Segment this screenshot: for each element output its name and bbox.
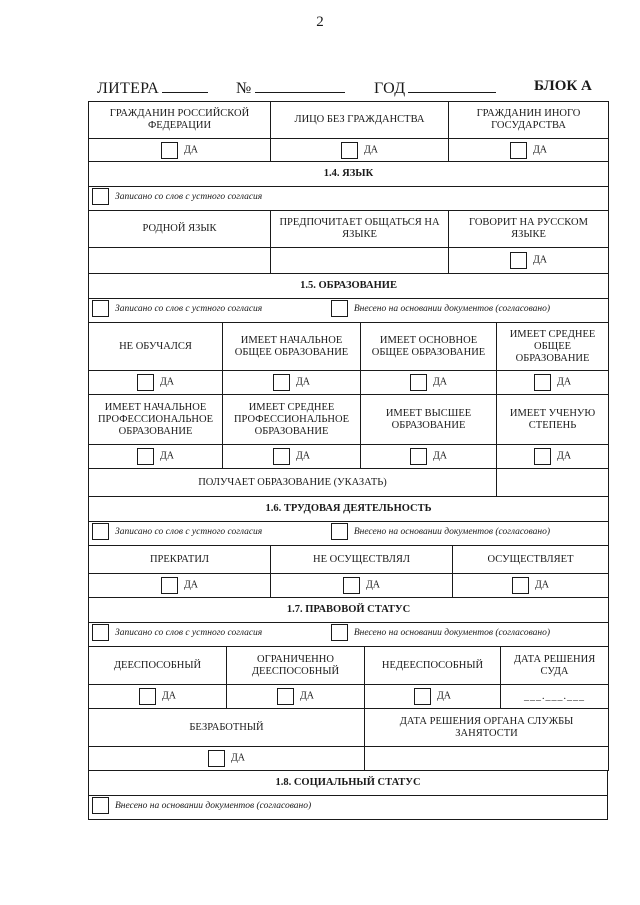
header-primary-general: ИМЕЕТ НАЧАЛЬНОЕ ОБЩЕЕ ОБРАЗОВАНИЕ (223, 323, 361, 371)
header-secondary-vocational: ИМЕЕТ СРЕДНЕЕ ПРОФЕССИОНАЛЬНОЕ ОБРАЗОВАНИЕ (223, 395, 361, 445)
language-oral-option[interactable] (92, 188, 262, 205)
yes-label: ДА (183, 579, 199, 591)
education-docs-checkbox[interactable] (331, 300, 348, 317)
yes-label: ДА (432, 450, 448, 462)
yes-label: ДА (432, 376, 448, 388)
court-decision-date-input[interactable] (501, 685, 609, 709)
citizen-rf-cell (89, 139, 271, 162)
legal-note-row (89, 623, 609, 647)
yes-label: ДА (183, 144, 199, 155)
secondary-general-cell (497, 371, 609, 395)
secondary-vocational-checkbox[interactable] (273, 448, 290, 465)
social-docs-checkbox[interactable] (92, 797, 109, 814)
stopped-cell (89, 574, 271, 598)
header-citizen-rf: ГРАЖДАНИН РОССИЙСКОЙ ФЕДЕРАЦИИ (89, 102, 271, 139)
stateless-checkbox[interactable] (341, 142, 358, 159)
header-employment-service-date: ДАТА РЕШЕНИЯ ОРГАНА СЛУЖБЫ ЗАНЯТОСТИ (365, 709, 609, 747)
oral-consent-label: Записано со слов с устного согласия (115, 303, 263, 314)
section-title-education: 1.5. ОБРАЗОВАНИЕ (89, 274, 609, 299)
header-never-worked: НЕ ОСУЩЕСТВЛЯЛ (271, 546, 453, 574)
number-field[interactable] (236, 78, 345, 98)
receiving-education-label: ПОЛУЧАЕТ ОБРАЗОВАНИЕ (УКАЗАТЬ) (89, 469, 497, 497)
stateless-cell (271, 139, 449, 162)
header-court-decision-date: ДАТА РЕШЕНИЯ СУДА (501, 647, 609, 685)
working-cell (453, 574, 609, 598)
incapable-checkbox[interactable] (414, 688, 431, 705)
section-title-language: 1.4. ЯЗЫК (89, 162, 609, 187)
limited-capable-cell (227, 685, 365, 709)
secondary-vocational-cell (223, 445, 361, 469)
legal-oral-option[interactable] (92, 624, 262, 641)
year-blank[interactable] (408, 78, 496, 93)
social-note-row (89, 796, 608, 820)
header-higher-education: ИМЕЕТ ВЫСШЕЕ ОБРАЗОВАНИЕ (361, 395, 497, 445)
yes-label: ДА (557, 450, 572, 462)
yes-label: ДА (532, 254, 548, 266)
form-body (88, 101, 608, 820)
academic-degree-checkbox[interactable] (534, 448, 551, 465)
date-blank: ___.___.___ (524, 690, 586, 702)
header-foreign-citizen: ГРАЖДАНИН ИНОГО ГОСУДАРСТВА (449, 102, 609, 139)
primary-vocational-checkbox[interactable] (137, 448, 154, 465)
speaks-russian-checkbox[interactable] (510, 252, 527, 269)
citizenship-table (88, 101, 609, 162)
header-unemployed: БЕЗРАБОТНЫЙ (89, 709, 365, 747)
docs-label: Внесено на основании документов (согласовано) (353, 303, 551, 314)
academic-degree-cell (497, 445, 609, 469)
basic-general-cell (361, 371, 497, 395)
higher-education-cell (361, 445, 497, 469)
secondary-general-checkbox[interactable] (534, 374, 551, 391)
basic-general-checkbox[interactable] (410, 374, 427, 391)
working-checkbox[interactable] (512, 577, 529, 594)
litera-field[interactable] (97, 78, 208, 98)
header-native-language: РОДНОЙ ЯЗЫК (89, 211, 271, 248)
employment-oral-option[interactable] (92, 523, 262, 540)
header-capable: ДЕЕСПОСОБНЫЙ (89, 647, 227, 685)
social-docs-option[interactable] (92, 797, 311, 814)
unemployed-cell (89, 747, 365, 771)
language-oral-checkbox[interactable] (92, 188, 109, 205)
yes-label: ДА (436, 690, 452, 702)
employment-note-row (89, 522, 609, 546)
limited-capable-checkbox[interactable] (277, 688, 294, 705)
header-stopped: ПРЕКРАТИЛ (89, 546, 271, 574)
incapable-cell (365, 685, 501, 709)
header-no-education: НЕ ОБУЧАЛСЯ (89, 323, 223, 371)
education-note-row (89, 299, 609, 323)
docs-label: Внесено на основании документов (согласовано) (115, 800, 312, 811)
yes-label: ДА (532, 144, 548, 155)
oral-consent-label: Записано со слов с устного согласия (115, 191, 263, 202)
header-basic-general: ИМЕЕТ ОСНОВНОЕ ОБЩЕЕ ОБРАЗОВАНИЕ (361, 323, 497, 371)
litera-label: ЛИТЕРА (97, 80, 160, 97)
education-oral-option[interactable] (92, 300, 262, 317)
language-note-row (89, 187, 609, 211)
primary-vocational-cell (89, 445, 223, 469)
foreign-citizen-cell (449, 139, 609, 162)
native-language-input[interactable] (89, 248, 271, 274)
no-education-checkbox[interactable] (137, 374, 154, 391)
employment-table (88, 496, 609, 598)
yes-label: ДА (363, 144, 379, 155)
capable-cell (89, 685, 227, 709)
header-preferred-language: ПРЕДПОЧИТАЕТ ОБЩАТЬСЯ НА ЯЗЫКЕ (271, 211, 449, 248)
yes-label: ДА (299, 690, 315, 702)
unemployed-checkbox[interactable] (208, 750, 225, 767)
yes-label: ДА (365, 579, 381, 591)
header-primary-vocational: ИМЕЕТ НАЧАЛЬНОЕ ПРОФЕССИОНАЛЬНОЕ ОБРАЗОВАНИЕ (89, 395, 223, 445)
employment-docs-option[interactable] (331, 523, 550, 540)
header-incapable: НЕДЕЕСПОСОБНЫЙ (365, 647, 501, 685)
no-education-cell (89, 371, 223, 395)
number-label: № (236, 80, 252, 97)
yes-label: ДА (534, 579, 550, 591)
oral-consent-label: Записано со слов с устного согласия (115, 526, 263, 537)
never-worked-cell (271, 574, 453, 598)
header-limited-capable: ОГРАНИЧЕННО ДЕЕСПОСОБНЫЙ (227, 647, 365, 685)
yes-label: ДА (557, 376, 572, 388)
legal-status-table (88, 597, 609, 709)
unemployment-table (88, 708, 609, 771)
citizen-rf-checkbox[interactable] (161, 142, 178, 159)
litera-blank[interactable] (162, 78, 208, 93)
higher-education-checkbox[interactable] (410, 448, 427, 465)
section-title-social-status: 1.8. СОЦИАЛЬНЫЙ СТАТУС (89, 771, 608, 796)
legal-docs-option[interactable] (331, 624, 550, 641)
preferred-language-input[interactable] (271, 248, 449, 274)
yes-label: ДА (295, 450, 311, 462)
header-working: ОСУЩЕСТВЛЯЕТ (453, 546, 609, 574)
foreign-citizen-checkbox[interactable] (510, 142, 527, 159)
education-oral-checkbox[interactable] (92, 300, 109, 317)
language-table (88, 161, 609, 274)
year-label: ГОД (374, 80, 406, 97)
docs-label: Внесено на основании документов (согласовано) (353, 627, 551, 638)
never-worked-checkbox[interactable] (343, 577, 360, 594)
employment-oral-checkbox[interactable] (92, 523, 109, 540)
section-title-employment: 1.6. ТРУДОВАЯ ДЕЯТЕЛЬНОСТЬ (89, 497, 609, 522)
capable-checkbox[interactable] (139, 688, 156, 705)
legal-oral-checkbox[interactable] (92, 624, 109, 641)
section-title-legal-status: 1.7. ПРАВОВОЙ СТАТУС (89, 598, 609, 623)
header-secondary-general: ИМЕЕТ СРЕДНЕЕ ОБЩЕЕ ОБРАЗОВАНИЕ (497, 323, 609, 371)
primary-general-cell (223, 371, 361, 395)
oral-consent-label: Записано со слов с устного согласия (115, 627, 263, 638)
receiving-education-input[interactable] (497, 469, 609, 497)
education-docs-option[interactable] (331, 300, 550, 317)
speaks-russian-cell (449, 248, 609, 274)
employment-service-date-input[interactable] (365, 747, 609, 771)
education-table (88, 273, 609, 497)
employment-docs-checkbox[interactable] (331, 523, 348, 540)
page-number: 2 (316, 14, 324, 30)
block-label: БЛОК А (534, 78, 592, 94)
legal-docs-checkbox[interactable] (331, 624, 348, 641)
header-stateless: ЛИЦО БЕЗ ГРАЖДАНСТВА (271, 102, 449, 139)
social-status-table (88, 770, 608, 820)
yes-label: ДА (295, 376, 311, 388)
yes-label: ДА (159, 450, 175, 462)
yes-label: ДА (230, 752, 246, 764)
header-speaks-russian: ГОВОРИТ НА РУССКОМ ЯЗЫКЕ (449, 211, 609, 248)
number-blank[interactable] (255, 78, 345, 93)
primary-general-checkbox[interactable] (273, 374, 290, 391)
stopped-checkbox[interactable] (161, 577, 178, 594)
year-field[interactable] (374, 78, 496, 98)
docs-label: Внесено на основании документов (согласовано) (353, 526, 551, 537)
yes-label: ДА (159, 376, 175, 388)
yes-label: ДА (161, 690, 177, 702)
header-academic-degree: ИМЕЕТ УЧЕНУЮ СТЕПЕНЬ (497, 395, 609, 445)
